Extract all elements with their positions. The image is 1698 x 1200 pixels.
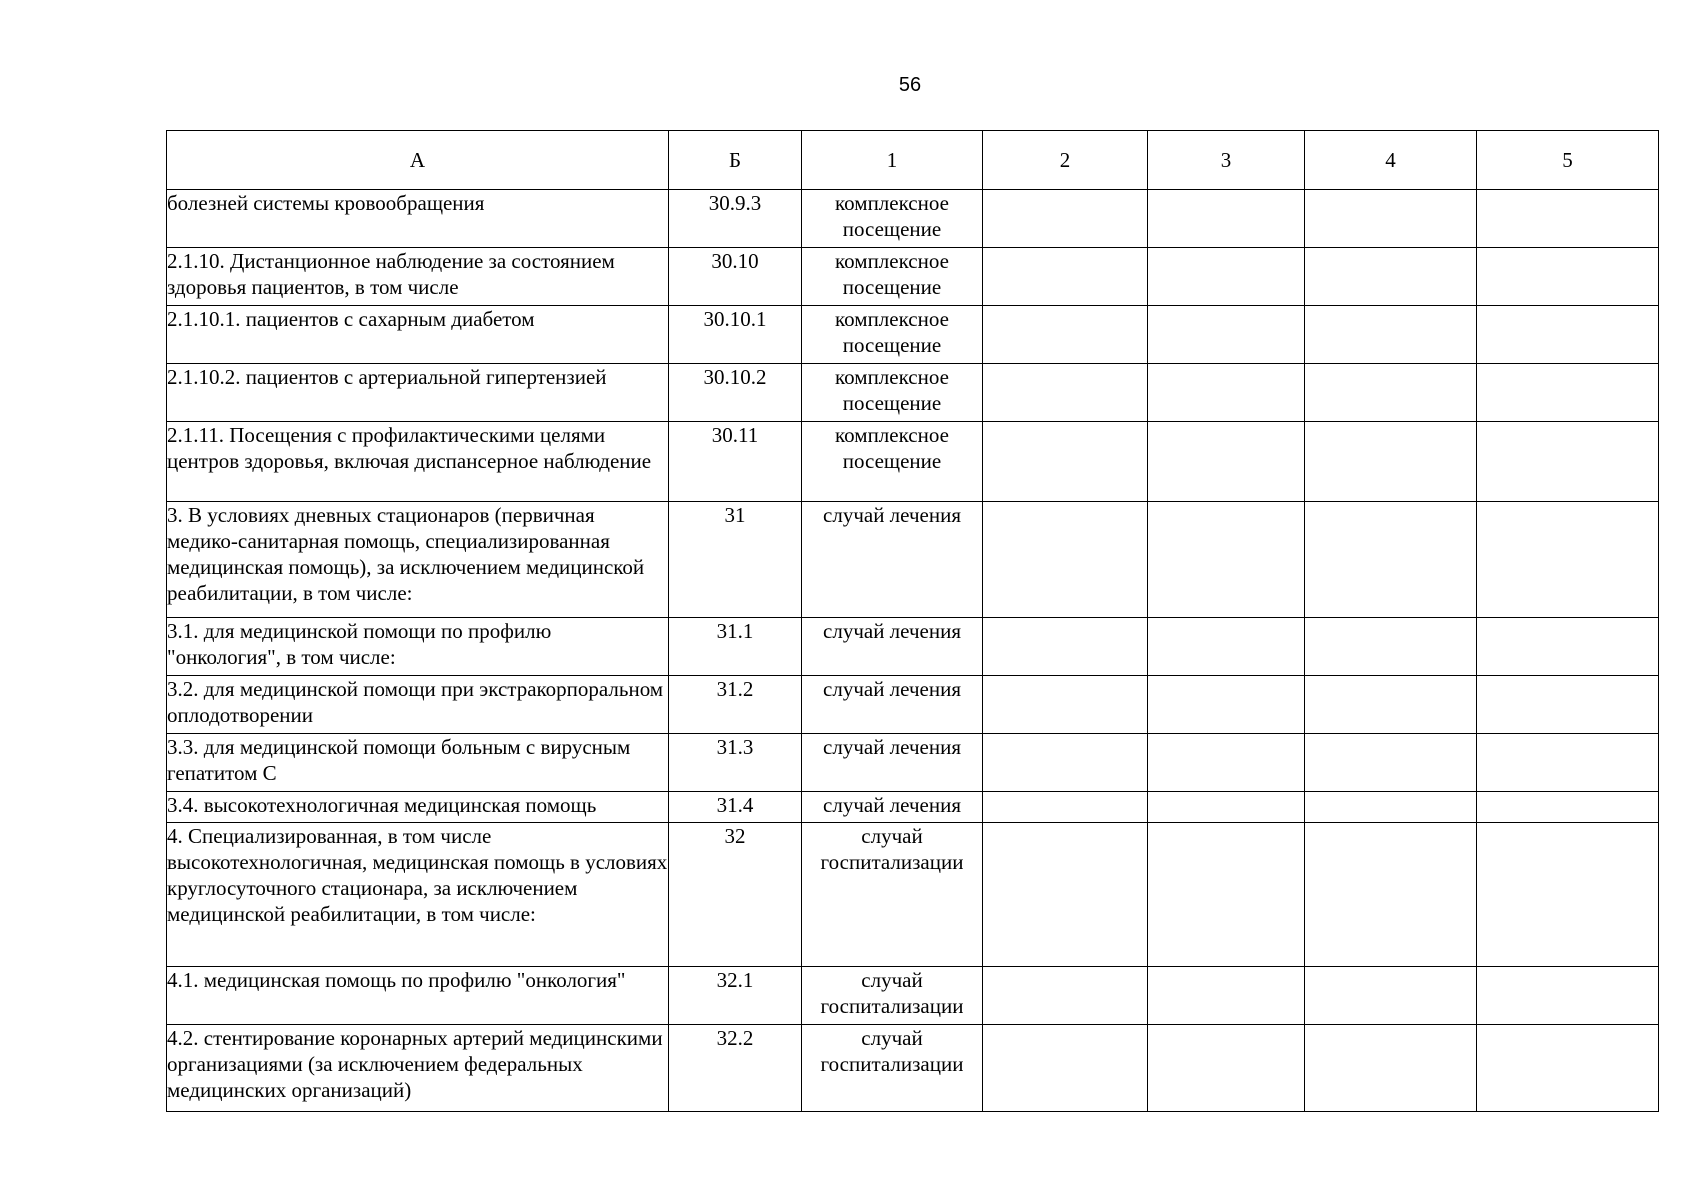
empty-cell [1305,306,1477,364]
empty-cell [983,364,1148,422]
empty-cell [1477,248,1659,306]
row-unit: случай лечения [802,618,983,676]
row-unit: случай госпитализации [802,1025,983,1112]
table-row [167,190,1659,248]
empty-cell [1305,190,1477,248]
empty-cell [1148,1025,1305,1112]
empty-cell [1148,792,1305,823]
empty-cell [1148,502,1305,618]
row-code: 30.9.3 [669,190,802,248]
empty-cell [983,502,1148,618]
table-row [167,364,1659,422]
row-unit: комплексное посещение [802,248,983,306]
header-col-a: А [167,131,669,190]
empty-cell [1148,364,1305,422]
row-code: 31.3 [669,734,802,792]
row-unit: случай лечения [802,792,983,823]
row-unit: случай лечения [802,734,983,792]
empty-cell [1477,734,1659,792]
table-row [167,1025,1659,1112]
empty-cell [983,792,1148,823]
data-table [166,130,1659,1112]
row-code: 30.10.1 [669,306,802,364]
row-unit: случай лечения [802,676,983,734]
table-row [167,734,1659,792]
row-code: 30.10 [669,248,802,306]
empty-cell [983,676,1148,734]
row-code: 30.11 [669,422,802,502]
empty-cell [1477,364,1659,422]
table-row [167,618,1659,676]
row-code: 32.2 [669,1025,802,1112]
empty-cell [1148,823,1305,967]
empty-cell [1148,422,1305,502]
empty-cell [1148,248,1305,306]
row-label: 3.4. высокотехнологичная медицинская помощь [167,792,669,823]
row-label: 4.1. медицинская помощь по профилю "онкология" [167,967,669,1025]
empty-cell [983,422,1148,502]
table-row [167,502,1659,618]
empty-cell [983,1025,1148,1112]
row-code: 31 [669,502,802,618]
row-label: 2.1.10.1. пациентов с сахарным диабетом [167,306,669,364]
table-row [167,792,1659,823]
header-row [167,131,1659,190]
row-code: 30.10.2 [669,364,802,422]
empty-cell [1477,306,1659,364]
header-col-4: 4 [1305,131,1477,190]
row-code: 31.4 [669,792,802,823]
row-unit: комплексное посещение [802,306,983,364]
row-unit: комплексное посещение [802,364,983,422]
empty-cell [1305,823,1477,967]
row-label: 2.1.10. Дистанционное наблюдение за состоянием здоровья пациентов, в том числе [167,248,669,306]
row-label: 2.1.10.2. пациентов с артериальной гипертензией [167,364,669,422]
row-label: 4.2. стентирование коронарных артерий медицинскими организациями (за исключением федеральных медицинских организаций) [167,1025,669,1112]
empty-cell [983,306,1148,364]
row-unit: случай госпитализации [802,967,983,1025]
empty-cell [1477,676,1659,734]
empty-cell [1148,190,1305,248]
empty-cell [983,823,1148,967]
empty-cell [983,618,1148,676]
row-unit: комплексное посещение [802,422,983,502]
empty-cell [1477,823,1659,967]
empty-cell [1305,364,1477,422]
empty-cell [1148,306,1305,364]
empty-cell [983,967,1148,1025]
header-col-b: Б [669,131,802,190]
empty-cell [1305,676,1477,734]
empty-cell [983,734,1148,792]
header-col-3: 3 [1148,131,1305,190]
row-code: 31.2 [669,676,802,734]
table-row [167,823,1659,967]
row-label: 4. Специализированная, в том числе высокотехнологичная, медицинская помощь в условиях круглосуточного стационара, за исключением медицинской реабилитации, в том числе: [167,823,669,967]
row-label: 3.3. для медицинской помощи больным с вирусным гепатитом С [167,734,669,792]
page-number: 56 [898,74,922,96]
empty-cell [1477,967,1659,1025]
empty-cell [983,190,1148,248]
row-unit: комплексное посещение [802,190,983,248]
row-unit: случай госпитализации [802,823,983,967]
empty-cell [1148,734,1305,792]
empty-cell [1148,618,1305,676]
table-row [167,967,1659,1025]
empty-cell [1305,734,1477,792]
row-unit: случай лечения [802,502,983,618]
empty-cell [1477,422,1659,502]
header-col-1: 1 [802,131,983,190]
empty-cell [1148,967,1305,1025]
empty-cell [1305,792,1477,823]
empty-cell [1477,792,1659,823]
empty-cell [1305,248,1477,306]
row-label: 3.1. для медицинской помощи по профилю "онкология", в том числе: [167,618,669,676]
row-code: 32.1 [669,967,802,1025]
empty-cell [1305,422,1477,502]
table-row [167,422,1659,502]
empty-cell [1477,618,1659,676]
empty-cell [1305,967,1477,1025]
empty-cell [1477,190,1659,248]
row-code: 32 [669,823,802,967]
table-row [167,306,1659,364]
header-col-5: 5 [1477,131,1659,190]
row-label: 3.2. для медицинской помощи при экстракорпоральном оплодотворении [167,676,669,734]
empty-cell [1477,502,1659,618]
table-row [167,248,1659,306]
empty-cell [1305,502,1477,618]
table-row [167,676,1659,734]
row-label: 2.1.11. Посещения с профилактическими целями центров здоровья, включая диспансерное наблюдение [167,422,669,502]
row-code: 31.1 [669,618,802,676]
empty-cell [983,248,1148,306]
empty-cell [1148,676,1305,734]
empty-cell [1305,618,1477,676]
header-col-2: 2 [983,131,1148,190]
row-label: 3. В условиях дневных стационаров (первичная медико-санитарная помощь, специализированная медицинская помощь), за исключением медицинской реабилитации, в том числе: [167,502,669,618]
empty-cell [1477,1025,1659,1112]
empty-cell [1305,1025,1477,1112]
row-label: болезней системы кровообращения [167,190,669,248]
